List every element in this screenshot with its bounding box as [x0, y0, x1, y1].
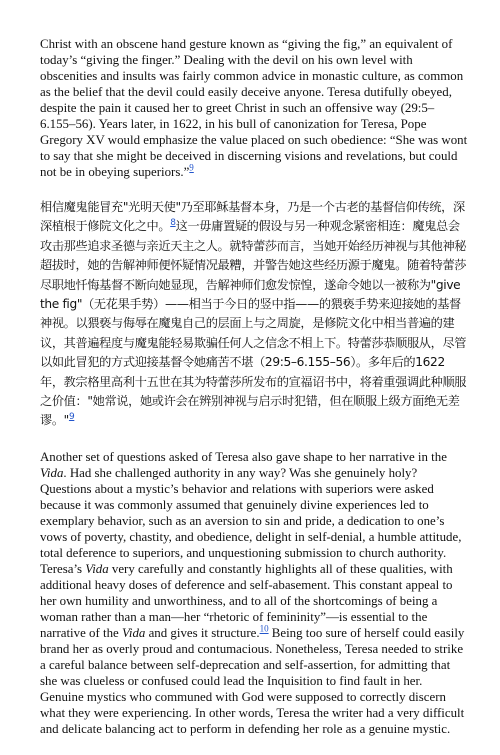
paragraph-text: 这一毋庸置疑的假设与另一种观念紧密相连：魔鬼总会攻击那些追求圣德与亲近天主之人。就特蕾莎而言，当她开始经历神视与其他神秘超拔时，她的告解神师便怀疑情况最糟，并警告她这些经历源于魔鬼。随着特蕾莎尽职地忏悔基督不断向她显现，告解神师们愈发惊惶，遂命令她以一被称为"give the fig"（无花果手势）——相当于今日的竖中指——的猥亵手势来迎接她的基督神视。以猥亵与侮辱在魔鬼自己的层面上与之周旋，是修院文化中相当普遍的建议，其普遍程度与魔鬼能轻易欺骗任何人之信念不相上下。特蕾莎恭顺服从，尽管以如此冒犯的方式迎接基督令她痛苦不堪（29:5–6.155–56）。多年后的1622年，教宗格里高利十五世在其为特蕾莎所发布的宣福诏书中，将着重强调此种顺服之价值："她常说，她或许会在辨别神视与启示时犯错，但在顺服上级方面绝无差谬。" — [40, 219, 467, 428]
paragraph-text: and gives it structure. — [145, 625, 260, 640]
book-title-vida: Vida — [85, 561, 109, 576]
footnote-link-9[interactable]: 9 — [68, 412, 75, 423]
paragraph-text: . Had she challenged authority in any way? Was she genuinely holy? Questions about a mystic’s behavior and relations with superiors were asked because it was commonly assumed that genuinely divine experiences led to exemplary behavior, such as an aversion to sin and pride, a dedication to one’s vows of poverty, chastity, and obedience, delight in self-denial, a humble attitude, total deference to superiors, and unquestioning submission to church authority. Teresa’s — [40, 465, 462, 576]
paragraph-text: Being too sure of herself could easily brand her as overly proud and contumacious. Nonetheless, Teresa needed to strike a careful balance between self-deprecation and self-assertion, for admitting that she was clueless or confused could lead the Inquisition to find fault in her. Genuine mystics who communed with God were supposed to correctly discern what they were experiencing. In other words, Teresa the writer had a very difficult and delicate balancing act to perform in defending her role as a genuine mystic. — [40, 625, 465, 736]
footnote-link-9[interactable]: 9 — [189, 162, 194, 173]
paragraph-chinese-translation — [40, 198, 468, 431]
footnote-link-8[interactable]: 8 — [170, 218, 176, 229]
paragraph-text: 相信魔鬼能冒充"光明天使"乃至耶稣基督本身，乃是一个古老的基督信仰传统，深深植根于修院文化之中。 — [40, 200, 465, 234]
book-title-vida: Vida — [40, 465, 64, 480]
document-page — [40, 36, 468, 755]
footnote-link-10[interactable]: 10 — [259, 623, 269, 634]
paragraph-text: Christ with an obscene hand gesture known as “giving the fig,” an equivalent of today’s “giving the finger.” Dealing with the devil on his own level with obscenities and insults was fairly common advice in monastic culture, as common as the belief that the devil could easily deceive anyone. Teresa dutifully obeyed, despite the pain it caused her to greet Christ in such an offensive way (29:5–6.155–56). Years later, in 1622, in his bull of canonization for Teresa, Pope Gregory XV would emphasize the value placed on such obedience: “She was wont to say that she might be deceived in discerning visions and revelations, but could not be in obeying superiors.” — [40, 37, 468, 179]
paragraph-text: very carefully and constantly highlights all of these qualities, with additional heavy doses of deference and self-abasement. This constant appeal to her own humility and unworthiness, and to all of the shortcomings of being a woman rather than a man—her “rhetoric of femininity”—is essential to the narrative of the — [40, 561, 453, 640]
paragraph-english-2 — [40, 449, 468, 737]
book-title-vida: Vida — [121, 625, 146, 640]
paragraph-english-1 — [40, 36, 468, 180]
paragraph-text: Another set of questions asked of Teresa also gave shape to her narrative in the — [40, 449, 447, 464]
